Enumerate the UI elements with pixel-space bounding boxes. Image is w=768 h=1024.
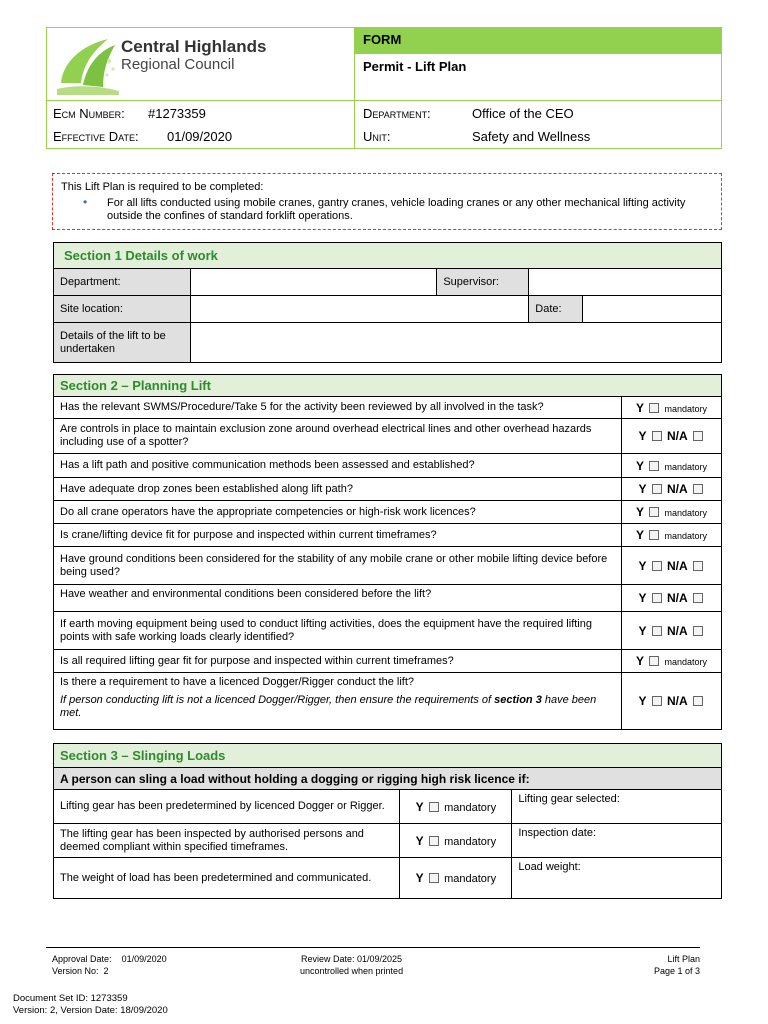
ecm-label: Ecm Number: (53, 106, 125, 121)
lifting-gear-selected-label: Lifting gear selected: (518, 793, 620, 805)
question-11 (54, 673, 622, 730)
department-label: Department: (363, 106, 431, 121)
document-set-info (13, 993, 168, 1017)
unit-value: Safety and Wellness (472, 129, 591, 144)
answer-10 (622, 650, 722, 673)
council-logo-icon (53, 31, 123, 97)
answer-5 (622, 501, 722, 524)
question-1: Has the relevant SWMS/Procedure/Take 5 for the activity been reviewed by all involved in the task? (54, 397, 622, 419)
yes-label: Y (636, 528, 644, 542)
question-9: If earth moving equipment being used to conduct lifting activities, does the equipment have the required lifting points with safe working loads clearly identified? (54, 612, 622, 650)
na-label: N/A (666, 482, 688, 496)
unit-label: Unit: (363, 129, 391, 144)
logo-cell (47, 28, 355, 100)
effective-date-label: Effective Date: (53, 129, 139, 144)
question-8: Have weather and environmental conditions been considered before the lift? (54, 585, 622, 612)
yes-checkbox[interactable] (649, 461, 659, 471)
na-checkbox[interactable] (693, 593, 703, 603)
notice-intro: This Lift Plan is required to be completed: (61, 181, 264, 193)
na-checkbox[interactable] (693, 431, 703, 441)
question-5: Do all crane operators have the appropriate competencies or high-risk work licences? (54, 501, 622, 524)
footer-right (654, 953, 700, 977)
mandatory-label: mandatory (444, 835, 497, 848)
lifting-gear-selected-field[interactable] (512, 790, 722, 824)
form-title: Permit - Lift Plan (363, 59, 467, 74)
note-text-end: have been met. (60, 694, 597, 719)
mandatory-label: mandatory (444, 873, 497, 885)
footer-center (300, 953, 403, 977)
meta-left (47, 101, 355, 149)
yes-checkbox[interactable] (649, 530, 659, 540)
na-label: N/A (666, 429, 688, 443)
version-value: 2 (103, 966, 109, 976)
yes-label: Y (638, 591, 647, 605)
yes-checkbox[interactable] (649, 507, 659, 517)
sling-condition-2: The lifting gear has been inspected by authorised persons and deemed compliant within specified timeframes. (54, 824, 400, 858)
answer-11 (622, 673, 722, 730)
site-location-input[interactable] (190, 296, 528, 323)
meta-row (47, 100, 721, 148)
yes-checkbox[interactable] (649, 403, 659, 413)
page-number: Page 1 of 3 (653, 966, 700, 976)
yes-checkbox[interactable] (652, 696, 662, 706)
question-10: Is all required lifting gear fit for purpose and inspected within current timeframes? (54, 650, 622, 673)
form-title-cell (355, 28, 721, 100)
yes-label: Y (636, 458, 644, 473)
mandatory-label: mandatory (664, 531, 708, 541)
yes-label: Y (415, 799, 424, 814)
yes-checkbox[interactable] (652, 593, 662, 603)
date-input[interactable] (583, 296, 722, 323)
answer-4 (622, 478, 722, 501)
answer-8 (622, 585, 722, 612)
answer-2 (622, 419, 722, 454)
sling-answer-1 (400, 790, 512, 824)
site-location-label: Site location: (54, 296, 191, 323)
na-checkbox[interactable] (693, 484, 703, 494)
mandatory-label: mandatory (444, 801, 497, 814)
answer-6 (622, 524, 722, 547)
section1-title: Section 1 Details of work (54, 243, 722, 269)
org-name-line2: Regional Council (121, 56, 235, 73)
yes-checkbox[interactable] (652, 626, 662, 636)
yes-label: Y (636, 654, 644, 668)
mandatory-label: mandatory (664, 657, 708, 667)
form-tag: FORM (355, 28, 721, 54)
form-header (46, 27, 722, 149)
answer-7 (622, 547, 722, 585)
na-label: N/A (666, 591, 688, 605)
yes-checkbox[interactable] (429, 873, 439, 883)
review-date: Review Date: 01/09/2025 (301, 954, 403, 964)
yes-checkbox[interactable] (652, 431, 662, 441)
footer-left (52, 953, 167, 977)
document-set-id: Document Set ID: 1273359 (13, 993, 128, 1004)
load-weight-field[interactable] (512, 858, 722, 899)
page-footer (46, 947, 700, 976)
department-input[interactable] (190, 269, 436, 296)
supervisor-input[interactable] (529, 269, 722, 296)
na-label: N/A (666, 694, 688, 708)
section2-title: Section 2 – Planning Lift (54, 375, 722, 397)
supervisor-field-label: Supervisor: (437, 269, 529, 296)
yes-checkbox[interactable] (652, 484, 662, 494)
question-11-note (60, 694, 615, 720)
question-7: Have ground conditions been considered for the stability of any mobile crane or other mobile lifting device before being used? (54, 547, 622, 585)
question-3: Has a lift path and positive communication methods been assessed and established? (54, 454, 622, 478)
na-label: N/A (666, 558, 688, 573)
na-checkbox[interactable] (693, 696, 703, 706)
question-6: Is crane/lifting device fit for purpose and inspected within current timeframes? (54, 524, 622, 547)
department-field-label: Department: (54, 269, 191, 296)
inspection-date-label: Inspection date: (518, 827, 596, 839)
org-name-line1: Central Highlands (121, 37, 267, 56)
na-checkbox[interactable] (693, 561, 703, 571)
yes-label: Y (636, 400, 644, 415)
approval-date-value: 01/09/2020 (121, 954, 167, 964)
mandatory-label: mandatory (664, 403, 708, 414)
inspection-date-field[interactable] (512, 824, 722, 858)
uncontrolled-note: uncontrolled when printed (300, 966, 404, 976)
section1-table (53, 242, 722, 363)
department-value: Office of the CEO (472, 106, 574, 121)
yes-label: Y (638, 429, 647, 443)
question-2: Are controls in place to maintain exclusion zone around overhead electrical lines and other overhead hazards including use of a spotter? (54, 419, 622, 454)
note-text: If person conducting lift is not a licenced Dogger/Rigger, then ensure the requirements of (60, 694, 495, 706)
yes-label: Y (638, 558, 647, 573)
sling-condition-1: Lifting gear has been predetermined by licenced Dogger or Rigger. (54, 790, 400, 824)
yes-checkbox[interactable] (652, 561, 662, 571)
date-field-label: Date: (529, 296, 583, 323)
yes-checkbox[interactable] (429, 836, 439, 846)
na-label: N/A (666, 623, 688, 638)
meta-right (355, 101, 721, 149)
question-4: Have adequate drop zones been established along lift path? (54, 478, 622, 501)
yes-label: Y (415, 833, 424, 848)
yes-checkbox[interactable] (649, 656, 659, 666)
answer-9 (622, 612, 722, 650)
notice-bullet: • For all lifts conducted using mobile cranes, gantry cranes, vehicle loading cranes or any other mechanical lifting activity outside the confines of standard forklift operations. (83, 197, 713, 223)
approval-date-label: Approval Date: (52, 954, 112, 964)
sling-condition-3: The weight of load has been predetermined and communicated. (54, 858, 400, 899)
load-weight-label: Load weight: (518, 861, 581, 873)
version-date: Version: 2, Version Date: 18/09/2020 (13, 1005, 168, 1016)
yes-label: Y (638, 694, 647, 708)
mandatory-label: mandatory (664, 461, 708, 472)
section3-table (53, 743, 722, 899)
note-bold: section 3 (494, 694, 542, 706)
yes-label: Y (638, 482, 647, 496)
yes-checkbox[interactable] (429, 802, 439, 812)
sling-answer-2 (400, 824, 512, 858)
yes-label: Y (415, 871, 424, 885)
effective-date-value: 01/09/2020 (167, 129, 233, 144)
ecm-value: #1273359 (148, 106, 206, 121)
section2-table (53, 374, 722, 730)
na-checkbox[interactable] (693, 626, 703, 636)
version-label: Version No: (52, 966, 99, 976)
section3-subhead: A person can sling a load without holding a dogging or rigging high risk licence if: (54, 768, 722, 790)
lift-details-label: Details of the lift to be undertaken (54, 323, 191, 363)
yes-label: Y (638, 623, 647, 638)
yes-label: Y (636, 505, 644, 519)
notice-box (52, 173, 722, 230)
sling-answer-3 (400, 858, 512, 899)
document-name: Lift Plan (667, 954, 700, 964)
answer-3 (622, 454, 722, 478)
question-11-text: Is there a requirement to have a licenced Dogger/Rigger conduct the lift? (60, 676, 415, 688)
answer-1 (622, 397, 722, 419)
mandatory-label: mandatory (664, 508, 708, 518)
lift-details-input[interactable] (190, 323, 721, 363)
section3-title: Section 3 – Slinging Loads (54, 744, 722, 768)
